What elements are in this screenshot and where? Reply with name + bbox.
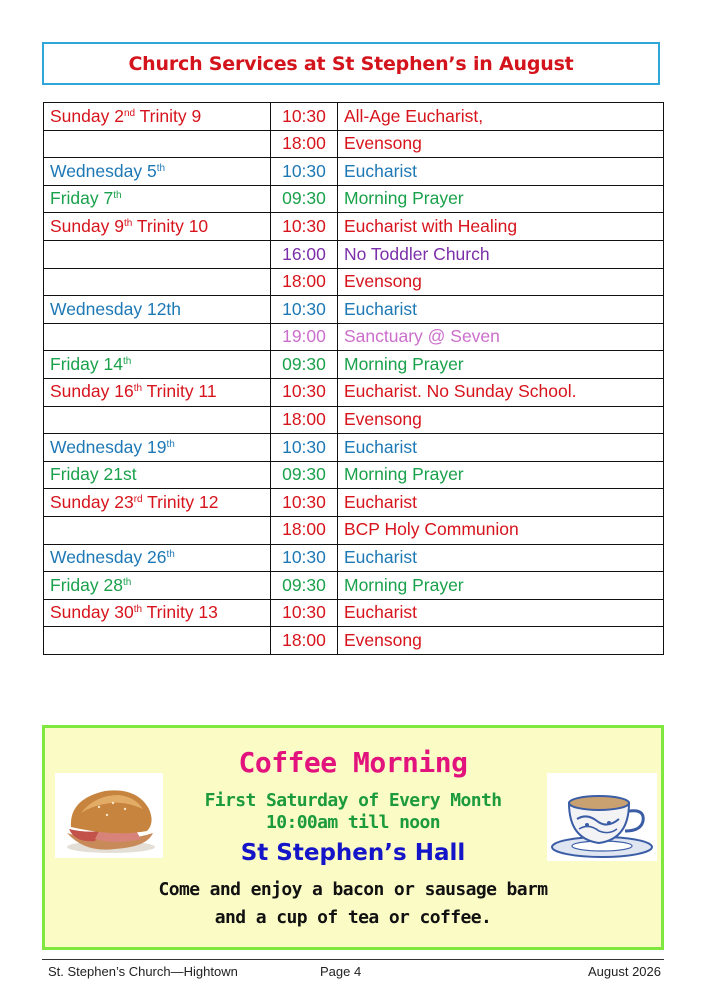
service-day	[44, 406, 271, 434]
service-day-text: Sunday 30	[50, 602, 134, 623]
service-day-ordinal: th	[133, 383, 143, 395]
service-name: Morning Prayer	[338, 351, 664, 379]
service-name: BCP Holy Communion	[338, 516, 664, 544]
service-time: 09:30	[271, 185, 338, 213]
service-name: Morning Prayer	[338, 572, 664, 600]
table-row	[44, 103, 664, 131]
table-row	[44, 323, 664, 351]
service-day	[44, 627, 271, 655]
coffee-morning-title: Coffee Morning	[238, 746, 468, 779]
service-name: Morning Prayer	[338, 461, 664, 489]
service-time: 09:30	[271, 351, 338, 379]
service-day	[44, 434, 271, 462]
table-row	[44, 627, 664, 655]
table-row	[44, 434, 664, 462]
service-time: 18:00	[271, 268, 338, 296]
table-row	[44, 351, 664, 379]
service-name: All-Age Eucharist,	[338, 103, 664, 131]
service-day-ordinal: th	[166, 549, 175, 561]
table-row	[44, 378, 664, 406]
coffee-morning-invite	[45, 876, 661, 932]
table-row	[44, 185, 664, 213]
service-day	[44, 268, 271, 296]
schedule-line-2: 10:00am till noon	[265, 812, 441, 833]
service-day-ordinal: nd	[123, 107, 136, 119]
service-day-text: Wednesday 19	[50, 436, 167, 457]
service-day-ordinal: th	[122, 576, 132, 588]
service-day-ordinal: th	[123, 217, 133, 229]
service-day-text: Wednesday 26	[50, 547, 167, 568]
service-time: 10:30	[271, 378, 338, 406]
service-time: 09:30	[271, 572, 338, 600]
service-day	[44, 351, 271, 379]
schedule-line-1: First Saturday of Every Month	[204, 790, 502, 811]
service-name: Eucharist	[338, 296, 664, 324]
table-row	[44, 158, 664, 186]
service-name: Eucharist	[338, 599, 664, 627]
service-day-trinity: Trinity 12	[142, 491, 219, 512]
service-day	[44, 489, 271, 517]
service-time: 09:30	[271, 461, 338, 489]
service-name: Evensong	[338, 406, 664, 434]
service-time: 16:00	[271, 240, 338, 268]
services-table-body	[44, 103, 664, 655]
service-day-text: Sunday 9	[50, 215, 124, 236]
service-day	[44, 461, 271, 489]
coffee-morning-schedule	[45, 790, 661, 834]
service-day	[44, 103, 271, 131]
table-row	[44, 296, 664, 324]
service-day	[44, 158, 271, 186]
table-row	[44, 599, 664, 627]
service-name: Eucharist	[338, 158, 664, 186]
service-day	[44, 240, 271, 268]
table-row	[44, 489, 664, 517]
service-day	[44, 185, 271, 213]
page-title: Church Services at St Stephen’s in August	[128, 52, 574, 75]
coffee-morning-box	[42, 725, 664, 950]
service-time: 18:00	[271, 130, 338, 158]
table-row	[44, 213, 664, 241]
service-day	[44, 572, 271, 600]
service-day	[44, 323, 271, 351]
service-day-text: Wednesday 5	[50, 160, 157, 181]
service-time: 10:30	[271, 544, 338, 572]
service-day-text: Sunday 2	[50, 105, 124, 126]
table-row	[44, 240, 664, 268]
service-name: Sanctuary @ Seven	[338, 323, 664, 351]
service-time: 19:00	[271, 323, 338, 351]
service-day-ordinal: th	[113, 190, 122, 202]
service-time: 18:00	[271, 627, 338, 655]
service-name: Eucharist	[338, 544, 664, 572]
table-row	[44, 461, 664, 489]
service-time: 10:30	[271, 489, 338, 517]
table-row	[44, 572, 664, 600]
invite-line-2: and a cup of tea or coffee.	[214, 907, 492, 928]
service-time: 10:30	[271, 296, 338, 324]
service-time: 18:00	[271, 406, 338, 434]
service-name: Eucharist	[338, 489, 664, 517]
service-name: Evensong	[338, 627, 664, 655]
footer-date: August 2026	[587, 964, 661, 979]
service-day-ordinal: th	[156, 162, 166, 174]
service-day-text: Sunday 16	[50, 381, 134, 402]
service-time: 10:30	[271, 599, 338, 627]
service-day-trinity: Trinity 13	[142, 602, 218, 623]
service-day-ordinal: rd	[133, 493, 143, 505]
coffee-morning-venue: St Stephen’s Hall	[240, 840, 466, 866]
service-name: Evensong	[338, 130, 664, 158]
service-day-text: Sunday 23	[50, 491, 134, 512]
service-name: Eucharist. No Sunday School.	[338, 378, 664, 406]
service-day-trinity: Trinity 9	[135, 105, 202, 126]
service-day	[44, 296, 271, 324]
service-name: Eucharist	[338, 434, 664, 462]
table-row	[44, 544, 664, 572]
service-day-text: Wednesday 12th	[50, 298, 182, 319]
table-row	[44, 406, 664, 434]
service-time: 10:30	[271, 158, 338, 186]
table-row	[44, 130, 664, 158]
service-day	[44, 378, 271, 406]
service-day	[44, 516, 271, 544]
service-day-ordinal: th	[166, 438, 175, 450]
table-row	[44, 268, 664, 296]
service-day-text: Friday 21st	[50, 464, 137, 485]
service-day	[44, 599, 271, 627]
service-time: 18:00	[271, 516, 338, 544]
service-time: 10:30	[271, 103, 338, 131]
footer-page-number: Page 4	[320, 964, 362, 979]
service-name: Eucharist with Healing	[338, 213, 664, 241]
service-day	[44, 130, 271, 158]
title-box	[42, 42, 660, 85]
services-table	[43, 102, 664, 655]
service-day-ordinal: th	[122, 355, 132, 367]
service-day-trinity: Trinity 11	[142, 381, 217, 402]
service-day-ordinal: th	[133, 604, 143, 616]
service-name: Morning Prayer	[338, 185, 664, 213]
footer-church-name: St. Stephen’s Church—Hightown	[48, 964, 238, 979]
service-time: 10:30	[271, 434, 338, 462]
service-day-text: Friday 28	[50, 574, 123, 595]
service-day-text: Friday 14	[50, 353, 123, 374]
table-row	[44, 516, 664, 544]
service-day	[44, 213, 271, 241]
service-name: Evensong	[338, 268, 664, 296]
service-time: 10:30	[271, 213, 338, 241]
service-day	[44, 544, 271, 572]
service-day-trinity: Trinity 10	[132, 215, 209, 236]
service-name: No Toddler Church	[338, 240, 664, 268]
invite-line-1: Come and enjoy a bacon or sausage barm	[158, 879, 548, 900]
footer-divider	[42, 959, 664, 960]
service-day-text: Friday 7	[50, 188, 114, 209]
